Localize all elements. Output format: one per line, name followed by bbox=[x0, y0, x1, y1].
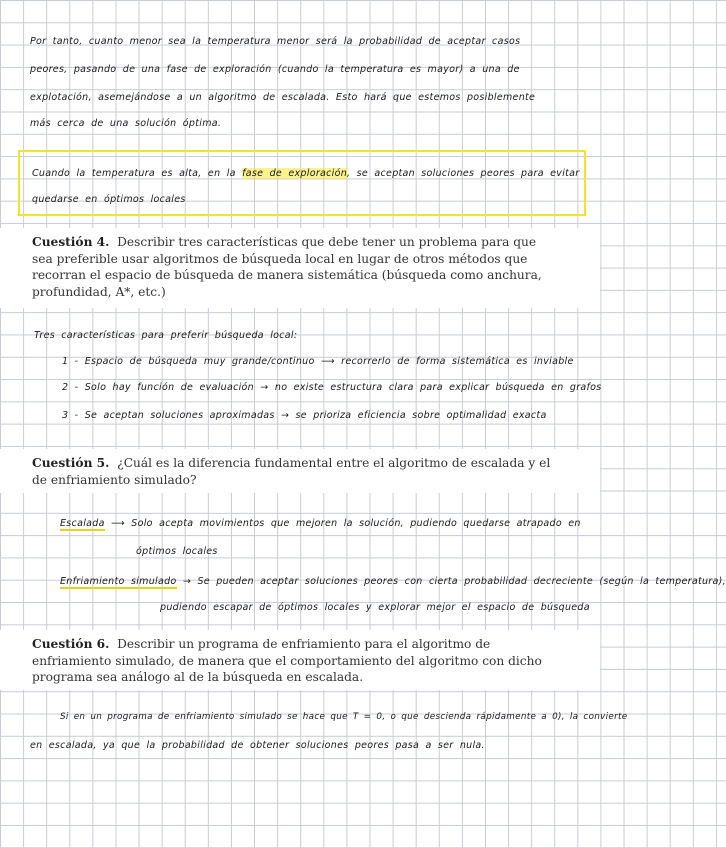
hw-line: Por tanto, cuanto menor sea la temperatura menor será la probabilidad de aceptar casos bbox=[30, 36, 521, 47]
question-text: ¿Cuál es la diferencia fundamental entre el algoritmo de escalada y el de enfriamiento simulado? bbox=[32, 456, 551, 487]
term-enfriamiento: Enfriamiento simulado bbox=[60, 576, 177, 587]
hw-line: peores, pasando de una fase de exploración (cuando la temperatura es mayor) a una de bbox=[30, 64, 520, 75]
hw-line: más cerca de una solución óptima. bbox=[30, 118, 222, 129]
question-text: Describir un programa de enfriamiento para el algoritmo de enfriamiento simulado, de manera que el comportamiento del algoritmo con dicho programa sea análogo al de la búsqueda en escalada. bbox=[32, 637, 542, 684]
answer-intro: Tres características para preferir búsqueda local: bbox=[34, 330, 298, 341]
answer-line: pudiendo escapar de óptimos locales y explorar mejor el espacio de búsqueda bbox=[160, 602, 590, 613]
question-label: Cuestión 5. bbox=[32, 456, 110, 470]
question-label: Cuestión 4. bbox=[32, 235, 110, 249]
answer-item: 1 - Espacio de búsqueda muy grande/continuo ⟶ recorrerlo de forma sistemática es inviable bbox=[62, 356, 574, 367]
answer-item: 3 - Se aceptan soluciones aproximadas → se prioriza eficiencia sobre optimalidad exacta bbox=[62, 410, 547, 421]
highlight-box bbox=[18, 150, 586, 216]
question-4 bbox=[0, 228, 600, 308]
boxed-note-text: Cuando la temperatura es alta, en la bbox=[32, 168, 243, 179]
answer-line: óptimos locales bbox=[136, 546, 218, 557]
question-6 bbox=[0, 630, 600, 690]
answer-line bbox=[60, 518, 581, 529]
term-escalada: Escalada bbox=[60, 518, 105, 529]
question-text: Describir tres características que debe tener un problema para que sea preferible usar algoritmos de búsqueda local en lugar de otros métodos que recorran el espacio de búsqueda de manera sistemática (búsqueda como anchura, profundidad, A*, etc.) bbox=[32, 235, 542, 299]
question-5 bbox=[0, 449, 600, 493]
boxed-note-line-1 bbox=[32, 168, 580, 179]
boxed-note-text: , se aceptan soluciones peores para evitar bbox=[347, 168, 580, 179]
hw-line: explotación, asemejándose a un algoritmo de escalada. Esto hará que estemos posiblemente bbox=[30, 92, 536, 103]
answer-item: 2 - Solo hay función de evaluación → no existe estructura clara para explicar búsqueda en grafos bbox=[62, 382, 602, 393]
answer-line bbox=[60, 576, 726, 587]
definition-text: → Se pueden aceptar soluciones peores con cierta probabilidad decreciente (según la temperatura), bbox=[182, 576, 726, 587]
definition-text: ⟶ Solo acepta movimientos que mejoren la solución, pudiendo quedarse atrapado en bbox=[111, 518, 581, 529]
answer-line: en escalada, ya que la probabilidad de obtener soluciones peores pasa a ser nula. bbox=[30, 740, 485, 751]
highlighted-term: fase de exploración bbox=[242, 168, 348, 179]
question-label: Cuestión 6. bbox=[32, 637, 110, 651]
boxed-note-line-2: quedarse en óptimos locales bbox=[32, 194, 186, 205]
answer-line: Si en un programa de enfriamiento simulado se hace que T = 0, o que descienda rápidamente a 0), la convierte bbox=[60, 712, 628, 722]
